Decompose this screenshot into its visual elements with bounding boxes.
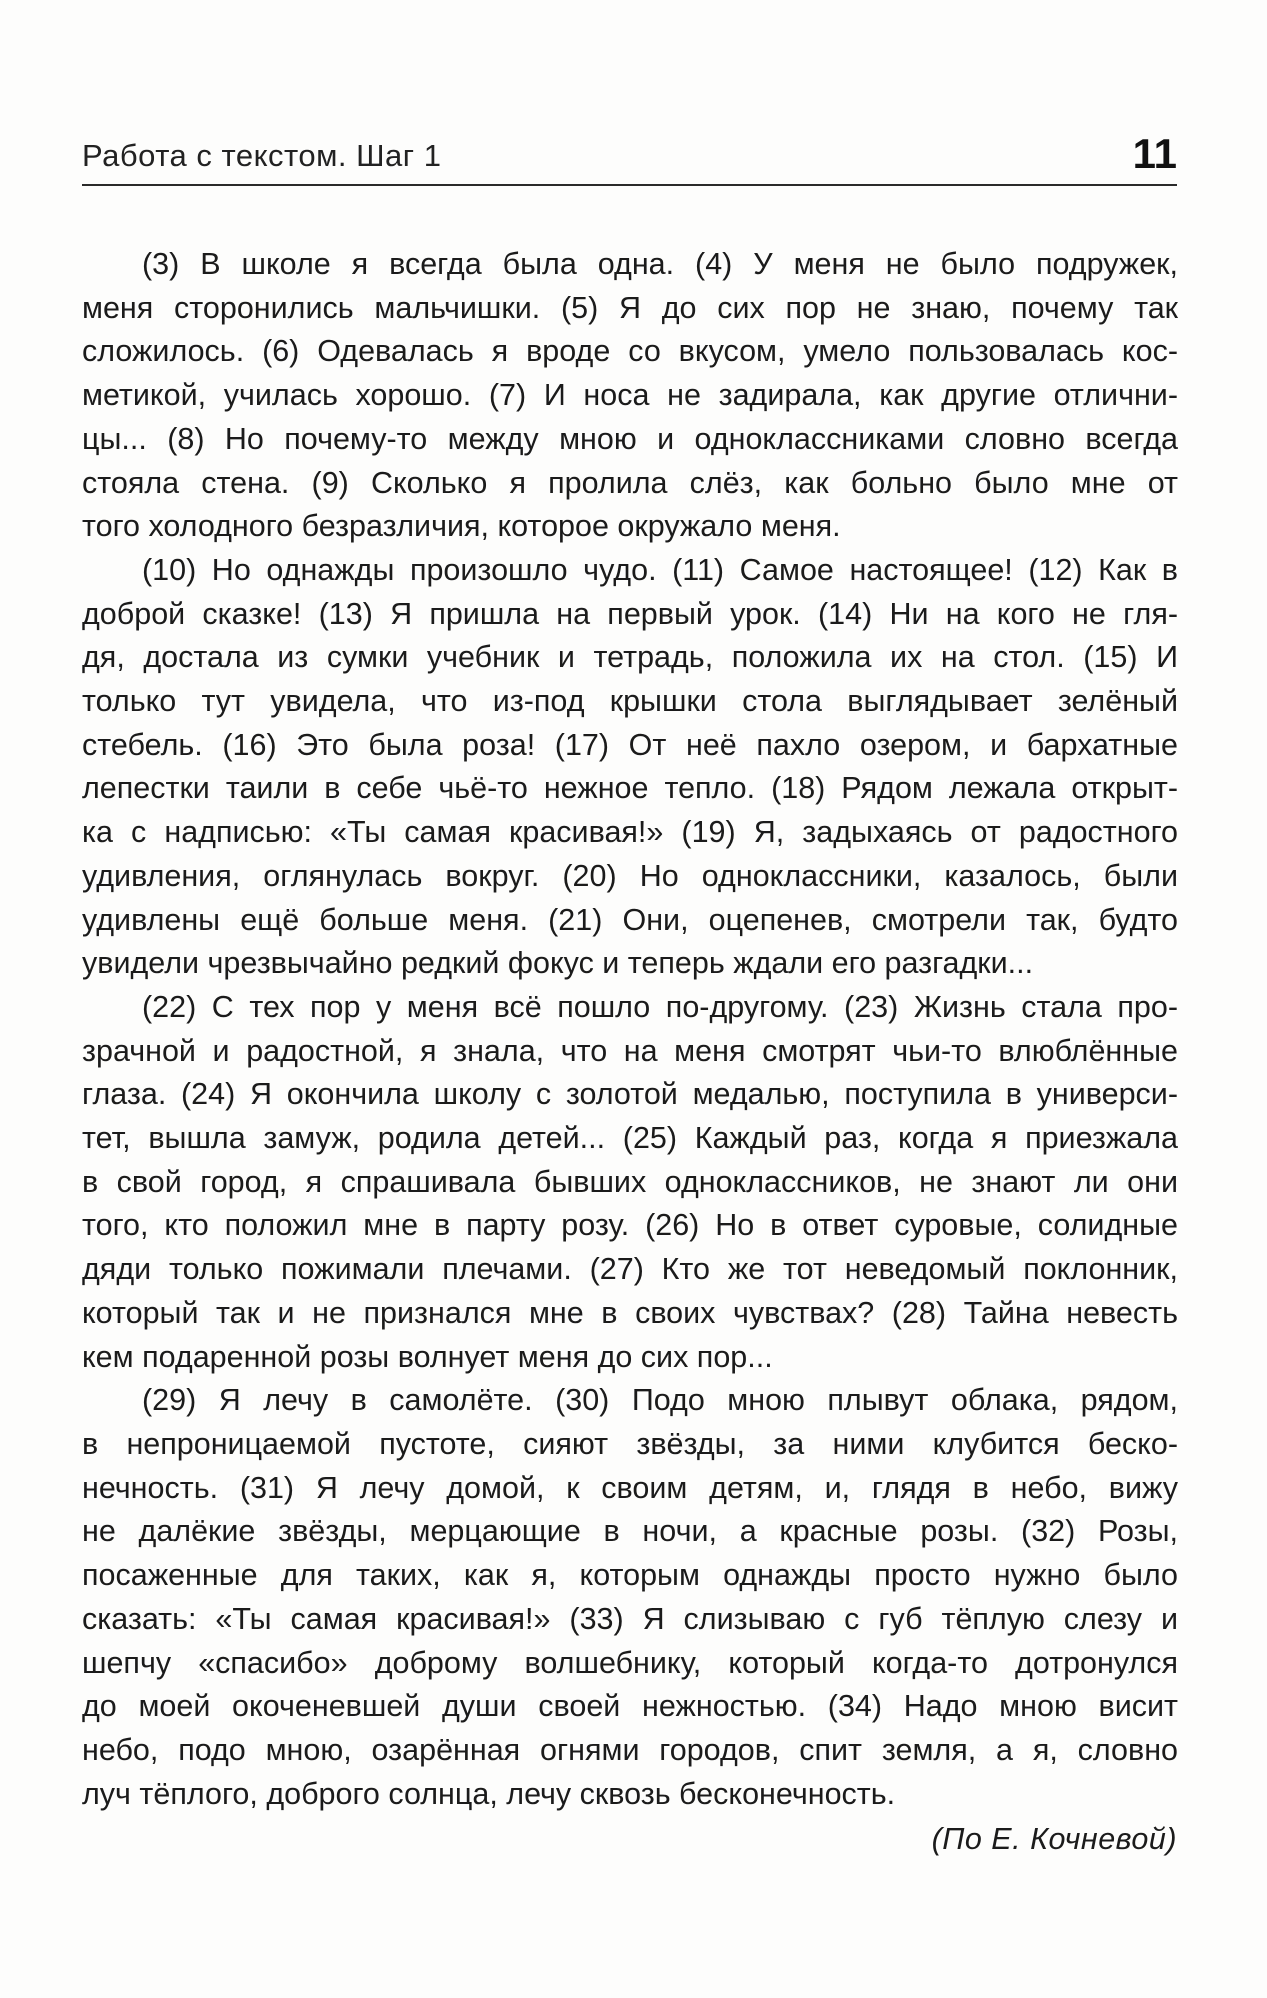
text-line: только тут увидела, что из-под крышки стола выглядывает зелёный [82, 684, 1178, 719]
text-line: не далёкие звёзды, мерцающие в ночи, а красные розы. (32) Розы, [82, 1514, 1178, 1549]
text-line: того, кто положил мне в парту розу. (26) Но в ответ суровые, солидные [82, 1208, 1178, 1243]
text-line: шепчу «спасибо» доброму волшебнику, который когда-то дотронулся [82, 1645, 1178, 1680]
text-line: посаженные для таких, как я, которым однажды просто нужно было [82, 1558, 1178, 1593]
text-line: (22) С тех пор у меня всё пошло по-другому. (23) Жизнь стала про- [142, 989, 1178, 1024]
page-header [82, 120, 1177, 186]
text-line: стояла стена. (9) Сколько я пролила слёз, как больно было мне от [82, 465, 1178, 500]
text-line: в непроницаемой пустоте, сияют звёзды, за ними клубится беско- [82, 1426, 1178, 1461]
text-line: тет, вышла замуж, родила детей... (25) Каждый раз, когда я приезжала [82, 1121, 1178, 1156]
text-line: который так и не признался мне в своих чувствах? (28) Тайна невесть [82, 1295, 1178, 1330]
text-line: кем подаренной розы волнует меня до сих пор... [82, 1339, 773, 1374]
paragraph-3 [82, 986, 1178, 1379]
text-line: удивлены ещё больше меня. (21) Они, оцепенев, смотрели так, будто [82, 902, 1178, 937]
text-line: дя, достала из сумки учебник и тетрадь, положила их на стол. (15) И [82, 640, 1178, 675]
paragraph-1 [82, 243, 1178, 549]
text-line: доброй сказке! (13) Я пришла на первый урок. (14) Ни на кого не гля- [82, 596, 1178, 631]
text-line: до моей окоченевшей души своей нежностью. (34) Надо мною висит [82, 1689, 1178, 1724]
text-line: цы... (8) Но почему-то между мною и одноклассниками словно всегда [82, 421, 1178, 456]
text-line: (29) Я лечу в самолёте. (30) Подо мною плывут облака, рядом, [142, 1383, 1178, 1418]
text-line: увидели чрезвычайно редкий фокус и теперь ждали его разгадки... [82, 946, 1034, 981]
text-line: луч тёплого, доброго солнца, лечу сквозь бесконечность. [82, 1776, 896, 1811]
text-line: глаза. (24) Я окончила школу с золотой медалью, поступила в универси- [82, 1077, 1178, 1112]
text-line: стебель. (16) Это была роза! (17) От неё пахло озером, и бархатные [82, 727, 1178, 762]
text-line: лепестки таили в себе чьё-то нежное тепло. (18) Рядом лежала открыт- [82, 771, 1178, 806]
text-line: (10) Но однажды произошло чудо. (11) Самое настоящее! (12) Как в [142, 552, 1178, 587]
paragraph-4 [82, 1379, 1178, 1816]
running-title: Работа с текстом. Шаг 1 [82, 138, 442, 173]
page-number: 11 [1132, 130, 1177, 177]
text-body [82, 243, 1178, 1816]
text-line: того холодного безразличия, которое окружало меня. [82, 509, 841, 544]
paragraph-2 [82, 549, 1178, 986]
text-line: меня сторонились мальчишки. (5) Я до сих пор не знаю, почему так [82, 290, 1178, 325]
text-line: нечность. (31) Я лечу домой, к своим детям, и, глядя в небо, вижу [82, 1470, 1178, 1505]
source-attribution: (По Е. Кочневой) [931, 1822, 1177, 1856]
text-line: дяди только пожимали плечами. (27) Кто же тот неведомый поклонник, [82, 1252, 1178, 1287]
text-line: в свой город, я спрашивала бывших одноклассников, не знают ли они [82, 1164, 1178, 1199]
text-line: небо, подо мною, озарённая огнями городов, спит земля, а я, словно [82, 1732, 1178, 1767]
text-line: зрачной и радостной, я знала, что на меня смотрят чьи-то влюблённые [82, 1033, 1178, 1068]
text-line: (3) В школе я всегда была одна. (4) У меня не было подружек, [142, 247, 1178, 281]
text-line: удивления, оглянулась вокруг. (20) Но одноклассники, казалось, были [82, 858, 1178, 893]
text-line: сказать: «Ты самая красивая!» (33) Я слизываю с губ тёплую слезу и [82, 1601, 1178, 1636]
text-line: сложилось. (6) Одевалась я вроде со вкусом, умело пользовалась кос- [82, 334, 1178, 369]
text-line: метикой, училась хорошо. (7) И носа не задирала, как другие отлични- [82, 378, 1178, 413]
text-line: ка с надписью: «Ты самая красивая!» (19) Я, задыхаясь от радостного [82, 815, 1178, 850]
